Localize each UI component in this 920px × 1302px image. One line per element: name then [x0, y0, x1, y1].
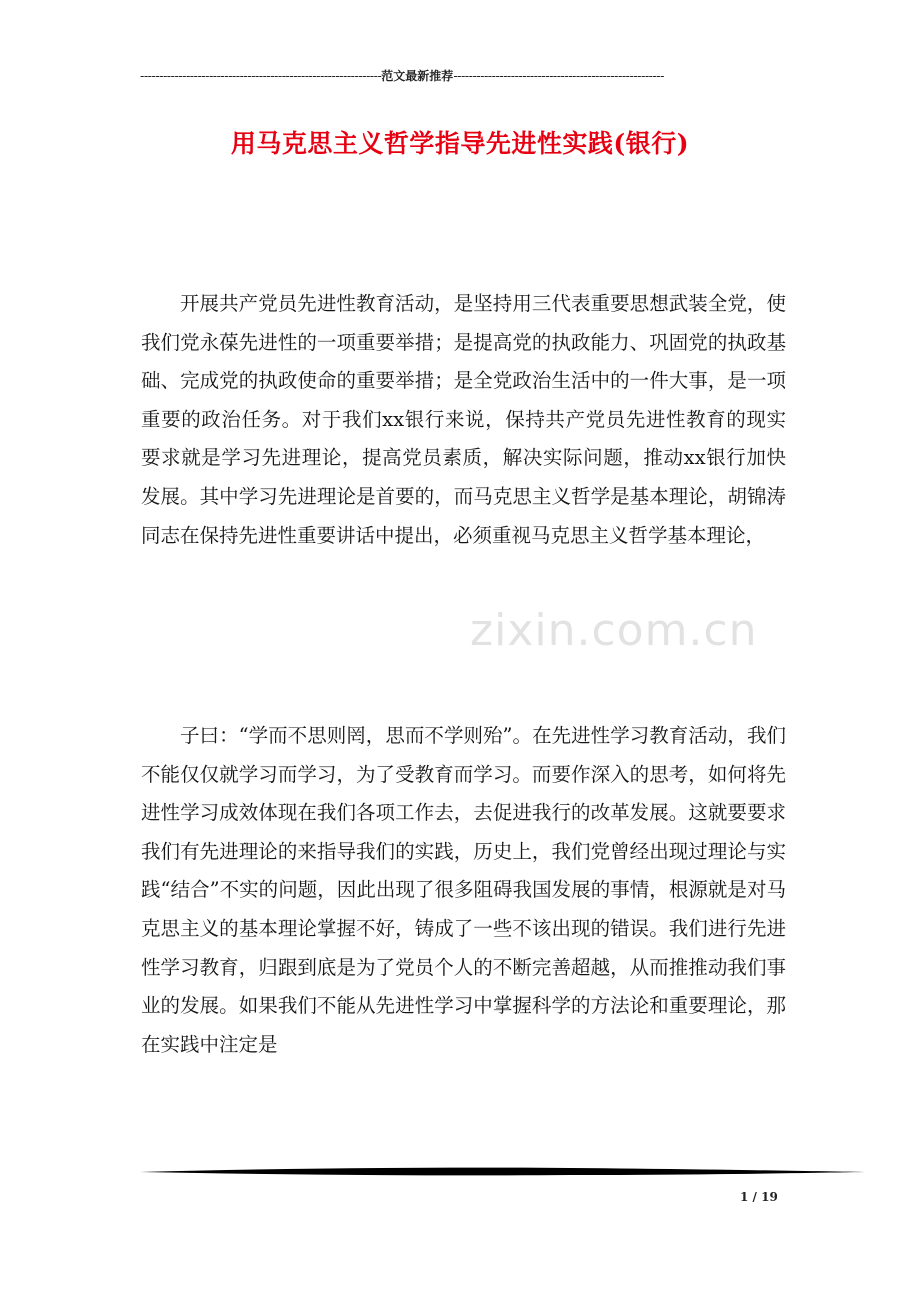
paragraph-2: [141, 717, 786, 1064]
header-dashes-right: -------------------------------------------------------: [453, 69, 664, 83]
header-label: 范文最新推荐: [381, 69, 454, 83]
watermark: zixin.com.cn: [470, 605, 758, 656]
page-header: [140, 66, 768, 86]
footer-rule: [140, 1165, 865, 1179]
paragraph-1: [141, 285, 786, 555]
paragraph-1-text: 开展共产党员先进性教育活动，是坚持用三代表重要思想武装全党，使我们党永葆先进性的一项重要举措；是提高党的执政能力、巩固党的执政基础、完成党的执政使命的重要举措；是全党政治生活中的一件大事，是一项重要的政治任务。对于我们xx银行来说，保持共产党员先进性教育的现实要求就是学习先进理论，提高党员素质，解决实际问题，推动xx银行加快发展。其中学习先进理论是首要的，而马克思主义哲学是基本理论，胡锦涛同志在保持先进性重要讲话中提出，必须重视马克思主义哲学基本理论，: [141, 292, 786, 547]
header-dashes-left: ---------------------------------------------------------------: [140, 69, 382, 83]
paragraph-2-text: 子曰：“学而不思则罔，思而不学则殆”。在先进性学习教育活动，我们不能仅仅就学习而学习，为了受教育而学习。而要作深入的思考，如何将先进性学习成效体现在我们各项工作去，去促进我行的改革发展。这就要要求我们有先进理论的来指导我们的实践，历史上，我们党曾经出现过理论与实践“结合”不实的问题，因此出现了很多阻碍我国发展的事情，根源就是对马克思主义的基本理论掌握不好，铸成了一些不该出现的错误。我们进行先进性学习教育，归跟到底是为了党员个人的不断完善超越，从而推推动我们事业的发展。如果我们不能从先进性学习中掌握科学的方法论和重要理论，那在实践中注定是: [141, 724, 786, 1056]
document-title: 用马克思主义哲学指导先进性实践(银行): [230, 129, 690, 158]
page-number: 1 / 19: [740, 1190, 778, 1204]
